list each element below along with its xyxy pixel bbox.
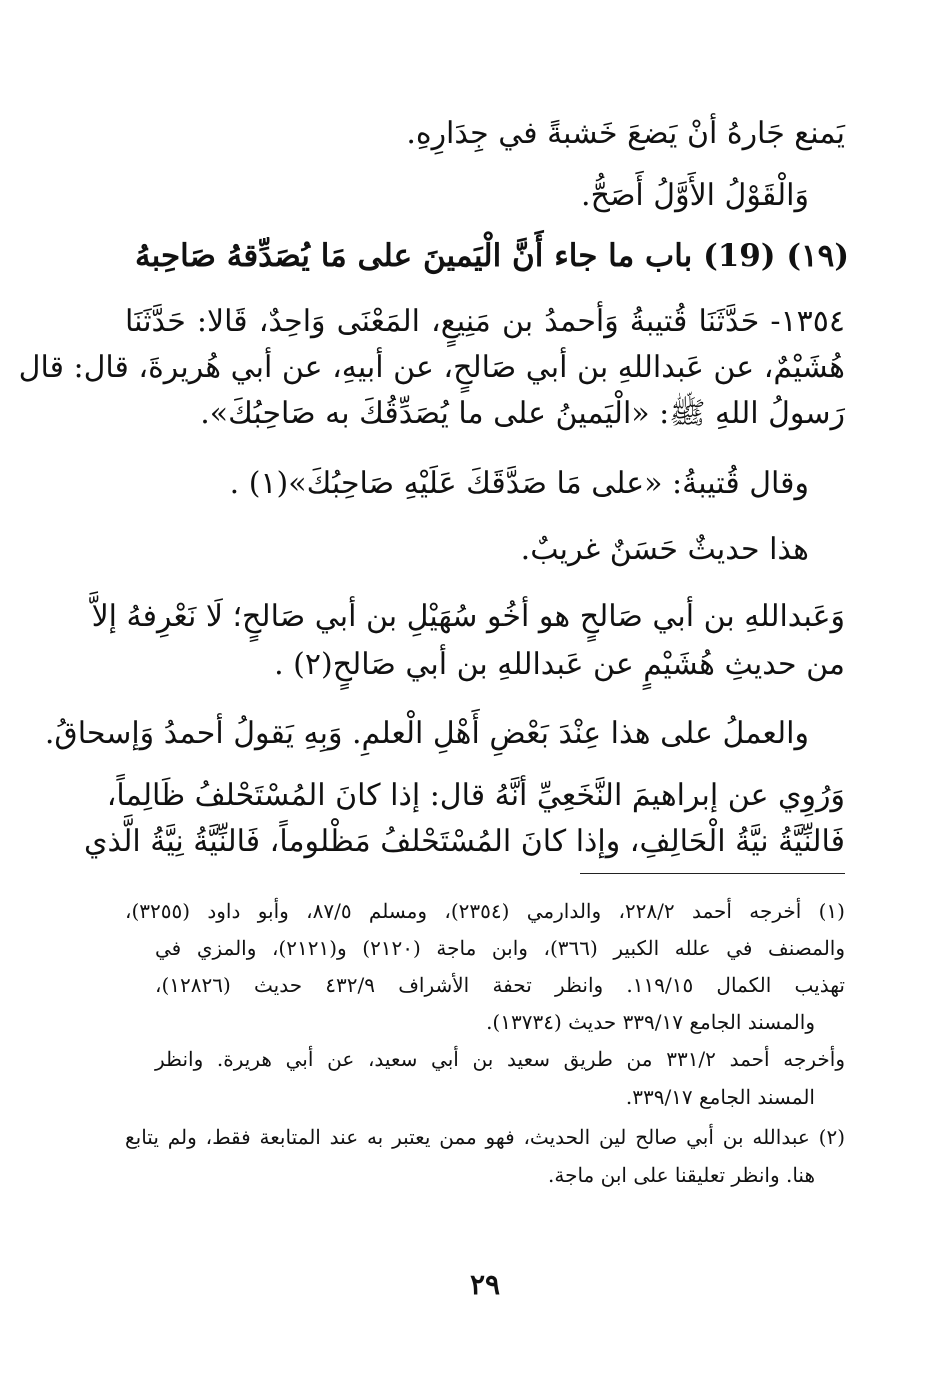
footnote-1-line-1: (١) أخرجه أحمد ٢٢٨/٢، والدارمي (٢٣٥٤)، ومسلم ٨٧/٥، وأبو داود (٣٢٥٥)،: [125, 899, 845, 923]
text-line-2: وَالْقَوْلُ الأَوَّلُ أَصَحُّ.: [581, 178, 809, 213]
footnote-1-line-6: المسند الجامع ٣٣٩/١٧.: [625, 1085, 815, 1109]
hadith-line-1: ١٣٥٤- حَدَّثَنَا قُتيبةُ وَأحمدُ بن مَنِيعٍ، المَعْنَى وَاحِدٌ، قَالا: حَدَّثَنَا: [125, 304, 845, 339]
narrator-line-1: وَعَبداللهِ بن أبي صَالحٍ هو أخُو سُهَيْلِ بن أبي صَالحٍ؛ لَا نَعْرِفهُ إلاَّ: [91, 599, 845, 634]
page-number: ٢٩: [469, 1268, 501, 1301]
footnote-2-line-2: هنا. وانظر تعليقنا على ابن ماجة.: [548, 1163, 815, 1187]
practice-line: والعملُ على هذا عِنْدَ بَعْضِ أَهْلِ الْعلمِ. وَبِهِ يَقولُ أحمدُ وَإسحاقُ.: [44, 716, 809, 751]
footnote-1-line-4: والمسند الجامع ٣٣٩/١٧ حديث (١٣٧٣٤).: [486, 1010, 815, 1034]
footnote-1-line-5: وأخرجه أحمد ٣٣١/٢ من طريق سعيد بن أبي سعيد، عن أبي هريرة. وانظر: [155, 1047, 845, 1071]
chapter-heading: (١٩) (19) باب ما جاء أَنَّ الْيَمينَ على مَا يُصَدِّقهُ صَاحِبهُ: [135, 238, 849, 274]
narrator-line-2: من حديثِ هُشَيْمٍ عن عَبداللهِ بن أبي صَالحٍ(٢) .: [274, 647, 845, 682]
footnote-1-line-2: والمصنف في علله الكبير (٣٦٦)، وابن ماجة (٢١٢٠) و(٢١٢١)، والمزي في: [155, 936, 846, 960]
hadith-line-2: هُشَيْمٌ، عن عَبداللهِ بن أبي صَالحٍ، عن أبيهِ، عن أبي هُريرةَ، قال: قال: [18, 350, 845, 385]
text-line-1: يَمنع جَارهُ أنْ يَضعَ خَشبةً في جِدَارِهِ.: [406, 116, 845, 151]
hadith-line-3: رَسولُ اللهِ ﷺ: «الْيَمينُ على ما يُصَدِّقُكَ به صَاحِبُكَ».: [200, 396, 845, 431]
footnote-2-line-1: (٢) عبدالله بن أبي صالح لين الحديث، فهو ممن يعتبر به عند المتابعة فقط، ولم يتابع: [125, 1125, 845, 1149]
nakhai-line-1: وَرُوِي عن إبراهيمَ النَّخَعِيِّ أنَّهُ قال: إذا كانَ المُسْتَحْلفُ ظَالِماً،: [106, 778, 845, 813]
book-page: [18, 0, 849, 1384]
grading-line: هذا حديثٌ حَسَنٌ غريبٌ.: [520, 532, 809, 567]
footnote-1-line-3: تهذيب الكمال ١١٩/١٥. وانظر تحفة الأشراف ٤٣٢/٩ حديث (١٢٨٢٦)،: [155, 973, 845, 997]
footnote-separator: [580, 873, 845, 874]
nakhai-line-2: فَالنِّيَّةُ نيَّةُ الْحَالِفِ، وإذا كانَ المُسْتَحْلفُ مَظْلوماً، فَالنِّيَّةُ نِيَّةُ الَّذي: [84, 824, 845, 859]
qutaybah-line: وقال قُتيبةُ: «على مَا صَدَّقَكَ عَلَيْهِ صَاحِبُكَ»(١) .: [229, 466, 809, 501]
